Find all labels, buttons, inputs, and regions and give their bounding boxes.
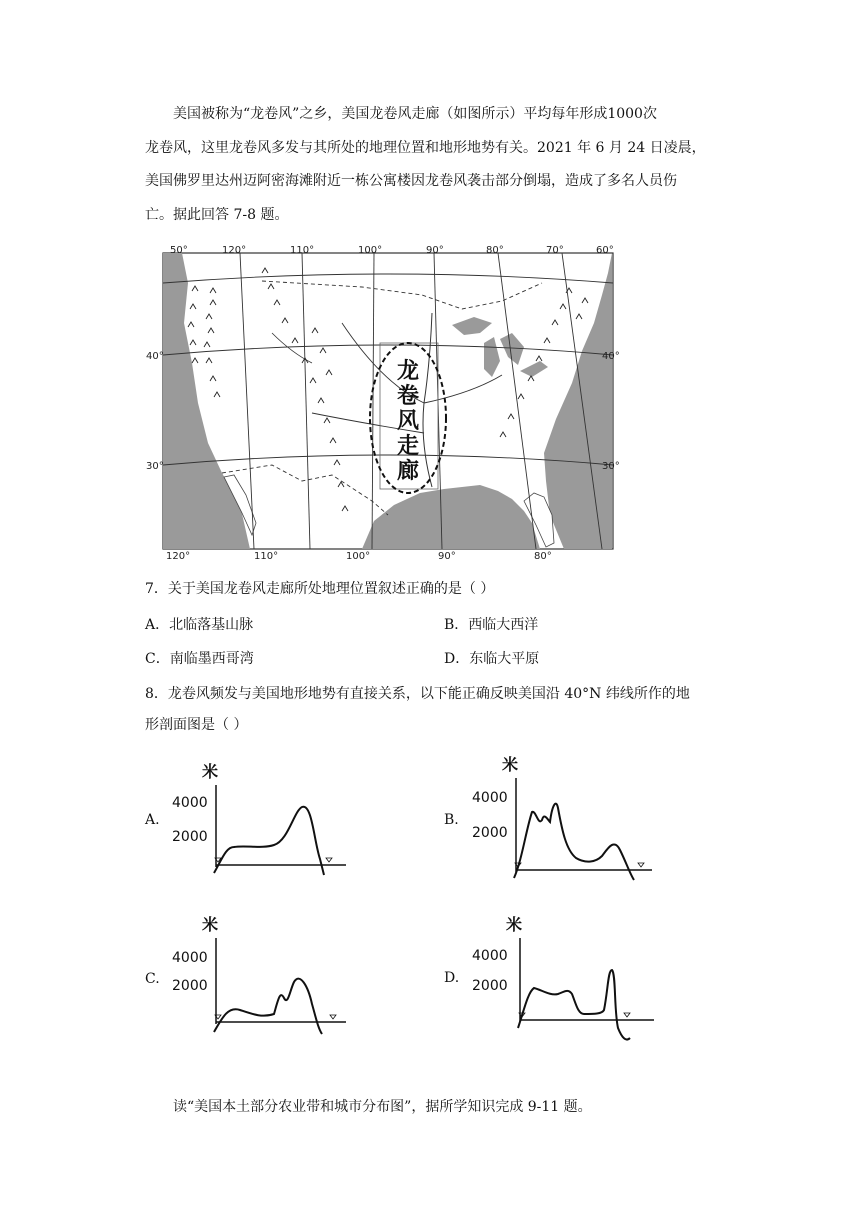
intro-line-3: 美国佛罗里达州迈阿密海滩附近一栋公寓楼因龙卷风袭击部分倒塌，造成了多名人员伤 [145, 173, 677, 189]
profile-a-chart [170, 755, 350, 885]
profile-a-unit: 米 [202, 762, 219, 781]
profile-d-tick-high: 4000 [472, 948, 508, 964]
profile-b-label[interactable]: B. [444, 812, 459, 828]
profile-b-unit: 米 [502, 755, 519, 774]
profile-a-label[interactable]: A. [145, 812, 160, 828]
lat-label-left: 30° [146, 461, 164, 472]
lon-label-top: 80° [486, 245, 504, 256]
profile-b-tick-low: 2000 [472, 825, 508, 841]
profile-c-label[interactable]: C. [145, 971, 160, 987]
corridor-char-1: 龙 [396, 359, 420, 384]
lat-label-right: 30° [602, 461, 620, 472]
profile-b-line [514, 804, 634, 880]
lon-label-top: 100° [358, 245, 383, 256]
intro-line-2: 龙卷风，这里龙卷风多发与其所处的地理位置和地形地势有关。2021 年 6 月 24 日凌晨， [145, 139, 706, 156]
q8-stem-line-2: 形剖面图是（ ） [145, 717, 248, 733]
q7-option-d[interactable]: D．东临大平原 [444, 651, 540, 667]
lat-label-right: 40° [602, 351, 620, 362]
corridor-char-5: 廊 [396, 459, 420, 484]
q7-option-a[interactable]: A．北临落基山脉 [145, 617, 254, 633]
profile-d-tick-low: 2000 [472, 978, 508, 994]
tornado-corridor-map [146, 243, 620, 562]
lon-label-bottom: 110° [254, 551, 279, 562]
corridor-char-3: 风 [396, 409, 420, 434]
profile-d-unit: 米 [506, 915, 523, 934]
q7-stem: 7．关于美国龙卷风走廊所处地理位置叙述正确的是（ ） [145, 581, 495, 597]
lon-label-top: 110° [290, 245, 315, 256]
corridor-char-2: 卷 [396, 384, 420, 409]
profile-b-chart [470, 750, 660, 885]
q8-stem-line-1: 8．龙卷风频发与美国地形地势有直接关系，以下能正确反映美国沿 40°N 纬线所作的地 [145, 686, 690, 702]
profile-b-tick-high: 4000 [472, 790, 508, 806]
profile-c-line [214, 979, 322, 1034]
lon-label-bottom: 90° [438, 551, 456, 562]
lon-label-top: 70° [546, 245, 564, 256]
q7-option-c[interactable]: C．南临墨西哥湾 [145, 651, 254, 667]
profile-d-chart [470, 910, 660, 1055]
profile-a-tick-high: 4000 [172, 795, 208, 811]
intro-paragraph [145, 98, 717, 232]
profile-a-tick-low: 2000 [172, 829, 208, 845]
profile-c-chart [170, 910, 350, 1040]
q7-option-b[interactable]: B．西临大西洋 [444, 617, 539, 633]
lon-label-top: 120° [222, 245, 247, 256]
lon-label-top: 60° [596, 245, 614, 256]
intro-line-4: 亡。据此回答 7-8 题。 [145, 206, 289, 223]
lat-label-left: 40° [146, 351, 164, 362]
lon-label-top: 90° [426, 245, 444, 256]
profile-c-tick-high: 4000 [172, 950, 208, 966]
lon-label-top: 50° [170, 245, 188, 256]
profile-d-label[interactable]: D. [444, 970, 460, 986]
lon-label-bottom: 80° [534, 551, 552, 562]
lon-label-bottom: 120° [166, 551, 191, 562]
outro-text: 读“美国本土部分农业带和城市分布图”，据所学知识完成 9-11 题。 [173, 1099, 592, 1115]
profile-d-line [518, 970, 630, 1040]
profile-c-tick-low: 2000 [172, 978, 208, 994]
corridor-char-4: 走 [396, 434, 420, 459]
intro-line-1: 美国被称为“龙卷风”之乡，美国龙卷风走廊（如图所示）平均每年形成1000次 [173, 106, 657, 122]
lon-label-bottom: 100° [346, 551, 371, 562]
profile-c-unit: 米 [202, 915, 219, 934]
